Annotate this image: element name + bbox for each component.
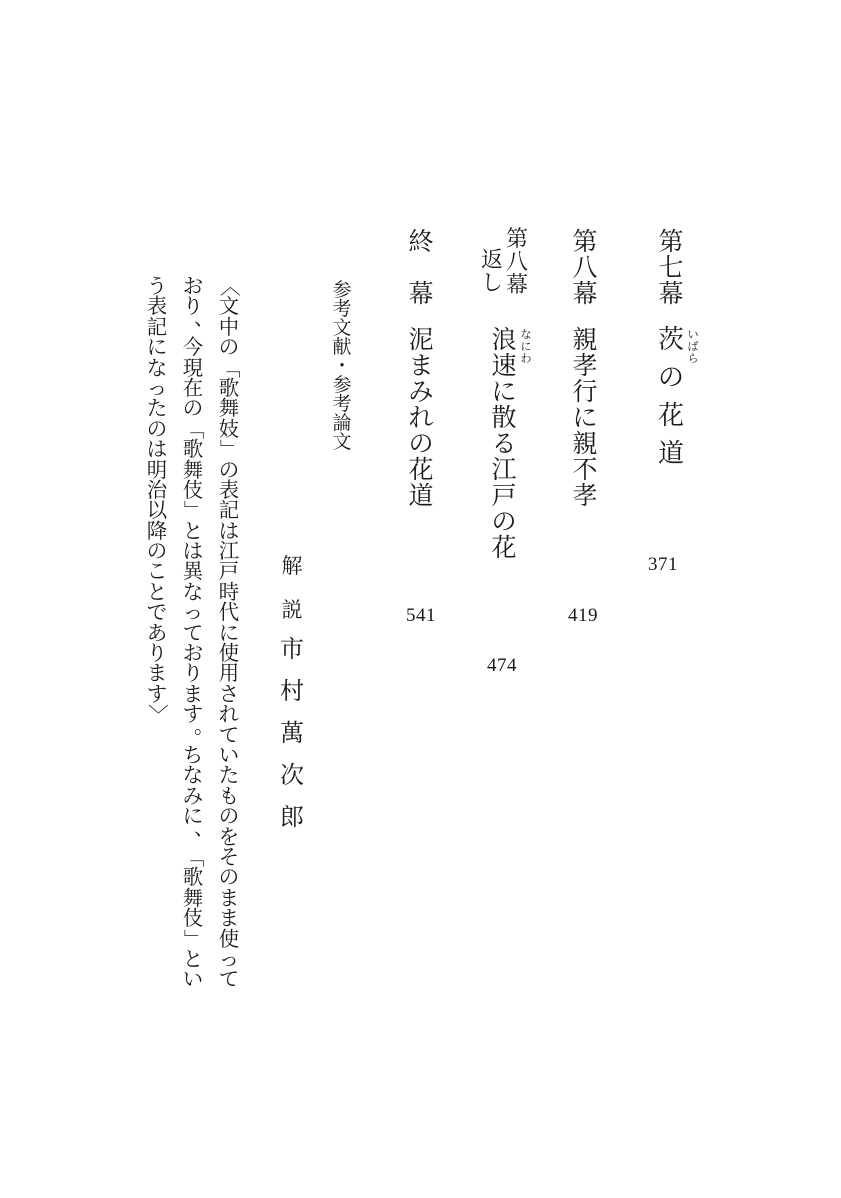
act8-title: 親 孝 行 に 親 不 孝 [572, 325, 598, 510]
act7-page-number: 371 [648, 554, 678, 575]
act8-return-ruby: な に わ [520, 328, 532, 365]
act8-return-label-bottom: 返 し [481, 248, 504, 296]
references-title: 参 考 文 献 ・ 参 考 論 文 [332, 279, 352, 453]
act8-label: 第 八 幕 [572, 227, 598, 308]
act7-title: 茨 の 花 道 [658, 325, 685, 469]
act7-ruby: い ば ら [687, 328, 699, 365]
commentary-author: 市 村 萬 次 郎 [280, 635, 304, 831]
finale-label: 終 幕 [408, 227, 434, 308]
act7-label: 第 七 幕 [658, 227, 684, 308]
note-line-2: お り 、 今 現 在 の 「 歌 舞 伎 」 と は 異 な っ て お り ま す 。 ち な み に 、 「 歌 舞 伎 」 と い [181, 274, 215, 992]
act8-return-page-number: 474 [487, 655, 517, 676]
finale-page-number: 541 [406, 605, 436, 626]
act8-return-title: 浪 速 に 散 る 江 戸 の 花 [491, 325, 517, 562]
note-line-3: う 表 記 に な っ た の は 明 治 以 降 の こ と で あ り ま す 〉 [145, 274, 170, 725]
act8-page-number: 419 [568, 605, 598, 626]
finale-title: 泥 ま み れ の 花 道 [408, 325, 434, 510]
act8-return-label-top: 第 八 幕 [506, 227, 529, 298]
note-line-1: 〈 文 中 の 「 歌 舞 妓 」 の 表 記 は 江 戸 時 代 に 使 用 さ れ て い た も の を そ の ま ま 使 っ て [217, 276, 242, 992]
commentary-label: 解 説 [281, 554, 303, 622]
